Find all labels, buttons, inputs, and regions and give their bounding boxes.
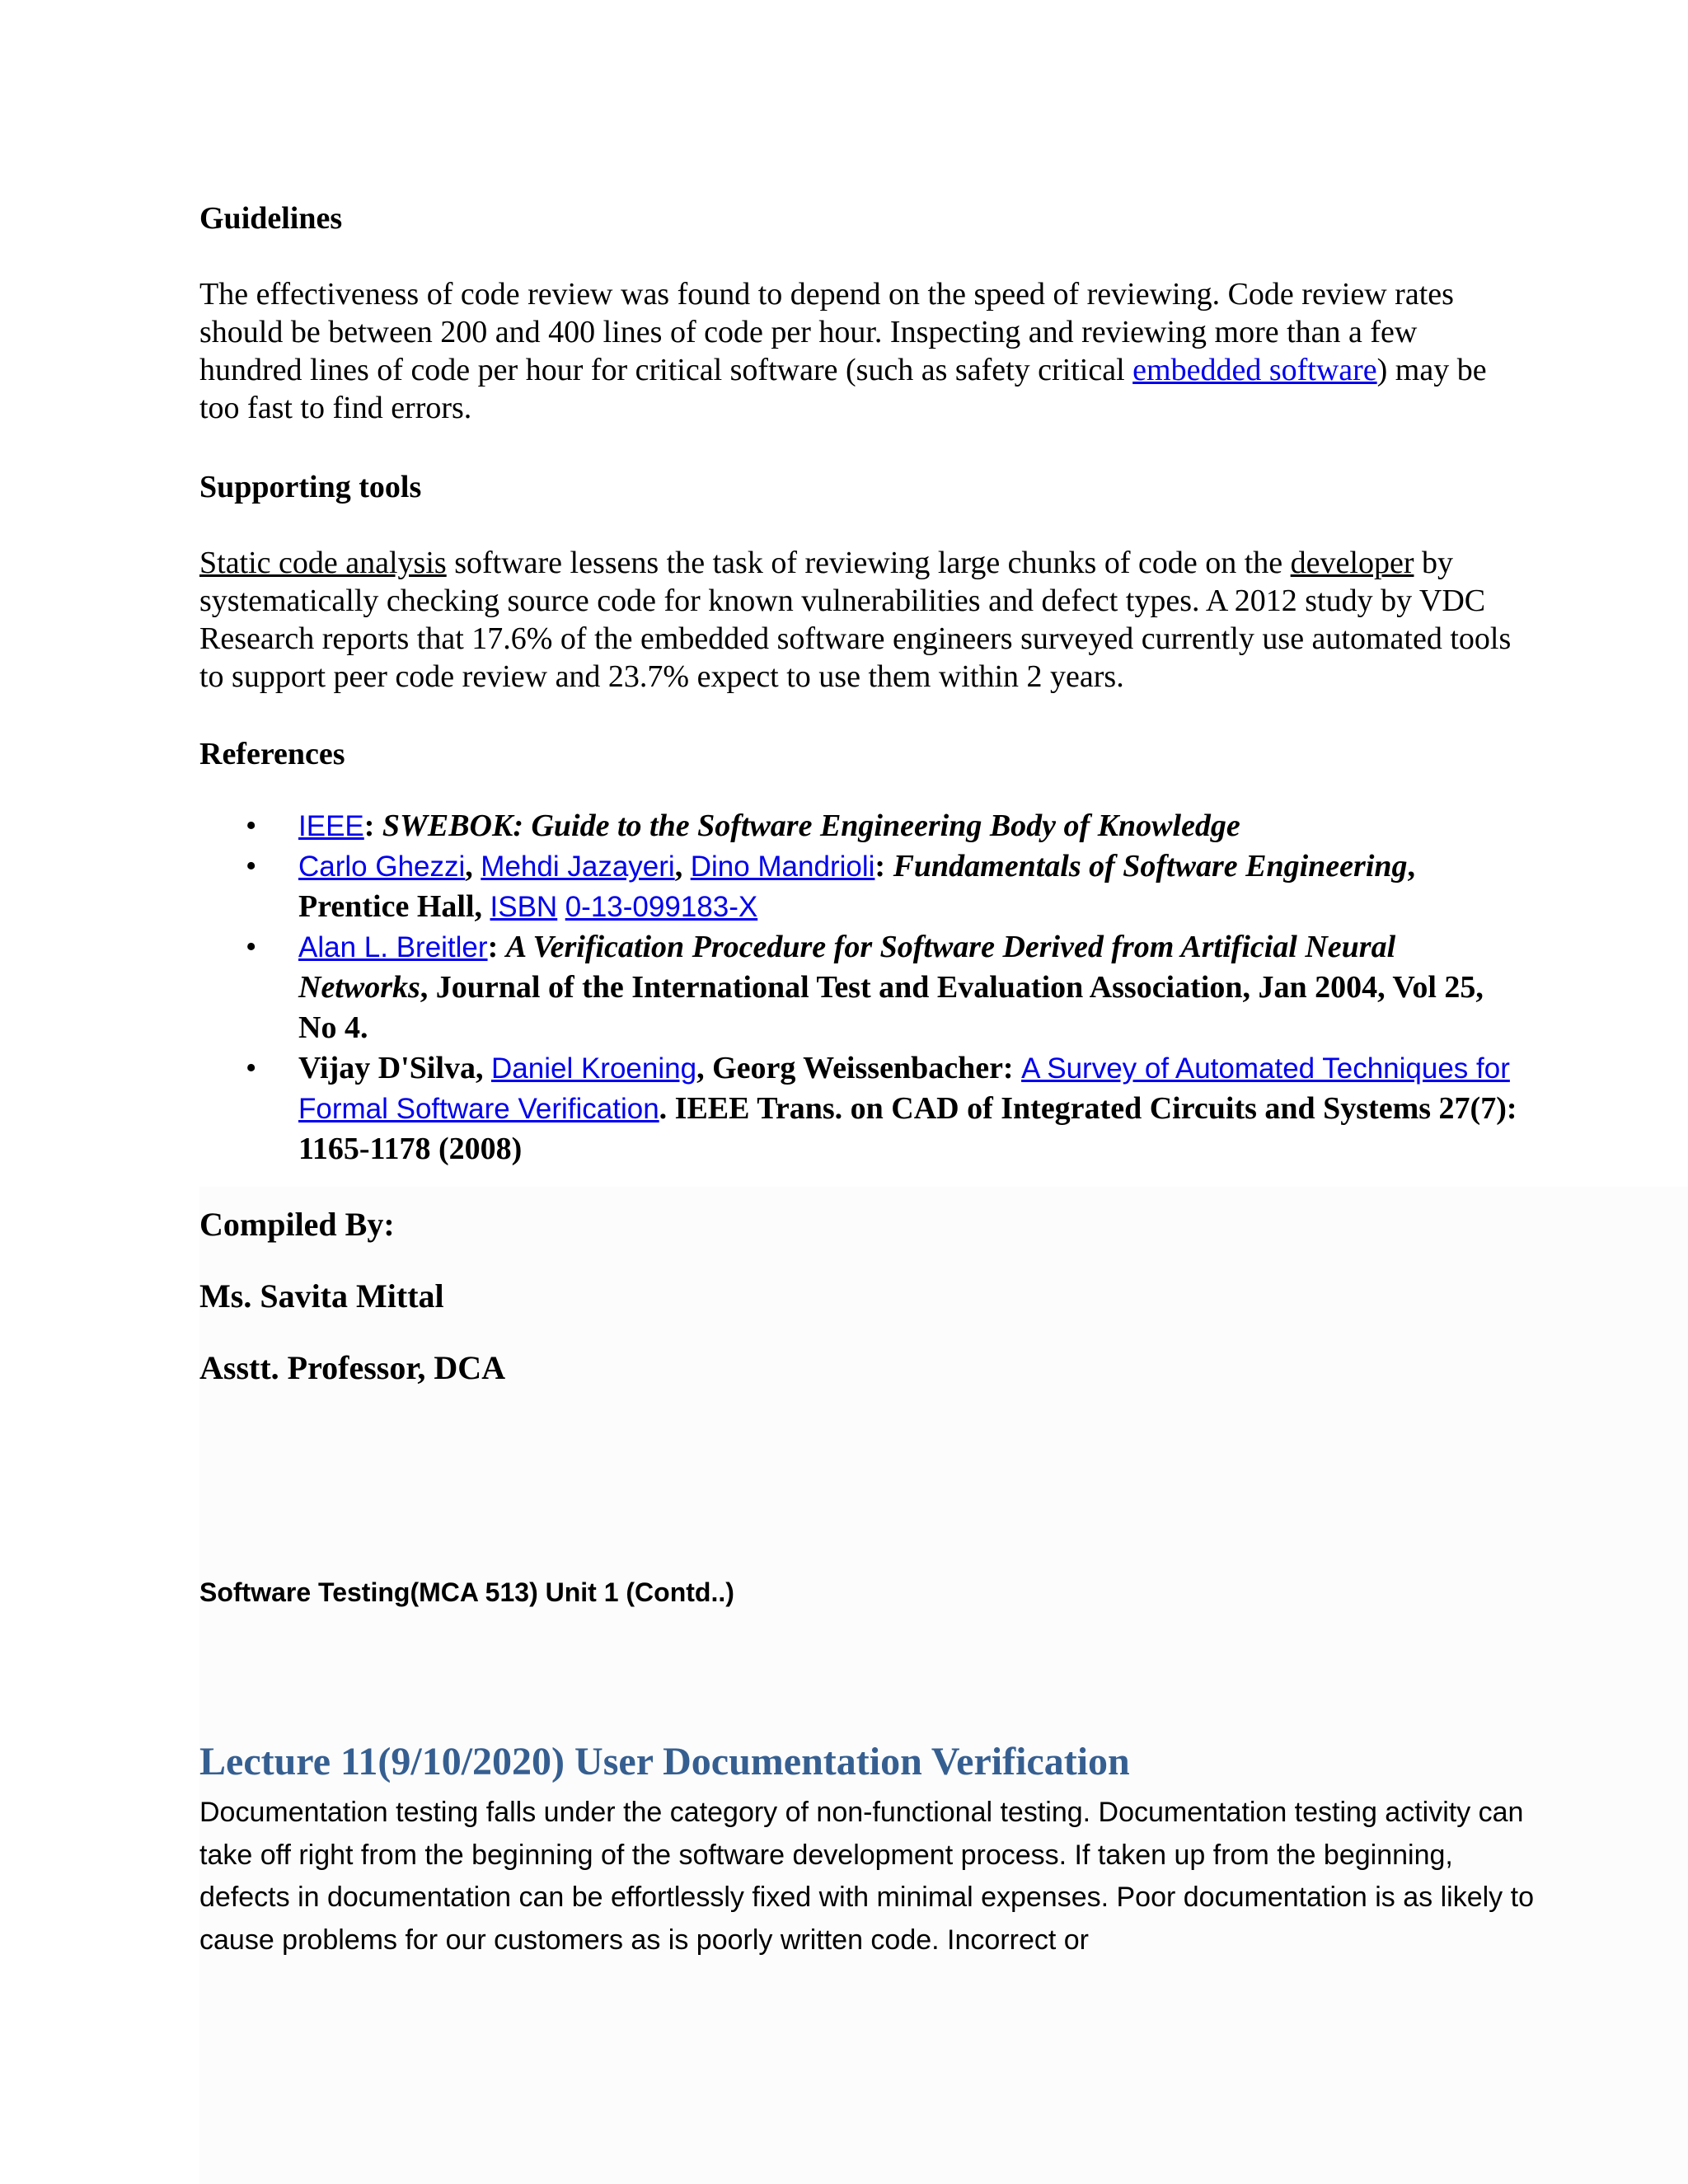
survey-article-link[interactable]: A Survey of Automated Techniques for Formal Software Verification xyxy=(298,1052,1510,1125)
bullet-icon: • xyxy=(246,930,257,964)
bullet-icon: • xyxy=(246,808,257,843)
reference-item xyxy=(199,927,1526,1048)
reference-separator: : xyxy=(874,849,893,883)
reference-title: A Verification Procedure for Software Derived from Artificial Neural Networks xyxy=(298,930,1396,1005)
supporting-tools-text-end: by systematically checking source code for known vulnerabilities and defect types. A 2012 study by VDC Research reports that 17.6% of the embedded software engineers surveyed currently use automated tools to support peer code review and 23.7% expect to use them within 2 years. xyxy=(199,546,1512,694)
alan-breitler-link[interactable]: Alan L. Breitler xyxy=(298,931,488,963)
references-heading: References xyxy=(199,737,345,771)
reference-space xyxy=(557,889,565,924)
author-name: Ms. Savita Mittal xyxy=(199,1277,444,1315)
reference-details: , Journal of the International Test and Evaluation Association, Jan 2004, Vol 25, No 4. xyxy=(298,970,1484,1045)
dino-mandrioli-link[interactable]: Dino Mandrioli xyxy=(690,851,875,883)
reference-item xyxy=(199,846,1526,927)
lecture-body: Documentation testing falls under the category of non-functional testing. Documentation testing activity can take off right from the beginning of the software development process. If taken up from the beginning, defects in documentation can be effortlessly fixed with minimal expenses. Poor documentation is as likely to cause problems for our customers as is poorly written code. Incorrect or xyxy=(199,1797,1534,1956)
reference-item xyxy=(199,1048,1526,1169)
page-lower-shade xyxy=(199,1187,1688,2184)
supporting-tools-text: software lessens the task of reviewing large chunks of code on the xyxy=(446,546,1291,580)
developer-term: developer xyxy=(1290,546,1414,580)
reference-author: Vijay D'Silva, xyxy=(298,1051,491,1085)
guidelines-text: The effectiveness of code review was found to depend on the speed of reviewing. Code review rates should be between 200 and 400 lines of code per hour. Inspecting and reviewing more than a few hundred lines of code per hour for critical software (such as safety critical xyxy=(199,277,1454,387)
embedded-software-link[interactable]: embedded software xyxy=(1132,353,1377,387)
reference-publisher: , Prentice Hall, xyxy=(298,849,1416,924)
reference-author: , Georg Weissenbacher: xyxy=(696,1051,1022,1085)
isbn-link[interactable]: ISBN xyxy=(490,891,558,923)
reference-item xyxy=(199,806,1526,846)
isbn-number-link[interactable]: 0-13-099183-X xyxy=(565,891,758,923)
lecture-title: Lecture 11(9/10/2020) User Documentation Verification xyxy=(199,1740,1130,1783)
supporting-tools-heading: Supporting tools xyxy=(199,470,422,504)
static-code-analysis-term: Static code analysis xyxy=(199,546,447,580)
bullet-icon: • xyxy=(246,849,257,883)
reference-separator: : xyxy=(487,930,506,964)
reference-comma: , xyxy=(674,849,691,883)
guidelines-heading: Guidelines xyxy=(199,201,343,236)
course-footer: Software Testing(MCA 513) Unit 1 (Contd..) xyxy=(199,1577,734,1607)
supporting-tools-paragraph xyxy=(199,544,1518,696)
guidelines-paragraph xyxy=(199,275,1518,427)
references-list xyxy=(199,806,1526,1169)
author-role: Asstt. Professor, DCA xyxy=(199,1349,506,1386)
daniel-kroening-link[interactable]: Daniel Kroening xyxy=(491,1052,697,1085)
reference-title: SWEBOK: Guide to the Software Engineering Body of Knowledge xyxy=(382,808,1240,843)
bullet-icon: • xyxy=(246,1051,257,1085)
reference-separator: : xyxy=(363,808,382,843)
mehdi-jazayeri-link[interactable]: Mehdi Jazayeri xyxy=(481,851,675,883)
reference-title: Fundamentals of Software Engineering xyxy=(893,849,1408,883)
carlo-ghezzi-link[interactable]: Carlo Ghezzi xyxy=(298,851,466,883)
reference-comma: , xyxy=(465,849,481,883)
compiled-by-label: Compiled By: xyxy=(199,1206,395,1243)
ieee-link[interactable]: IEEE xyxy=(298,810,364,842)
guidelines-text-end: ) may be too fast to find errors. xyxy=(199,353,1487,425)
reference-details: . IEEE Trans. on CAD of Integrated Circuits and Systems 27(7): 1165-1178 (2008) xyxy=(298,1091,1517,1166)
